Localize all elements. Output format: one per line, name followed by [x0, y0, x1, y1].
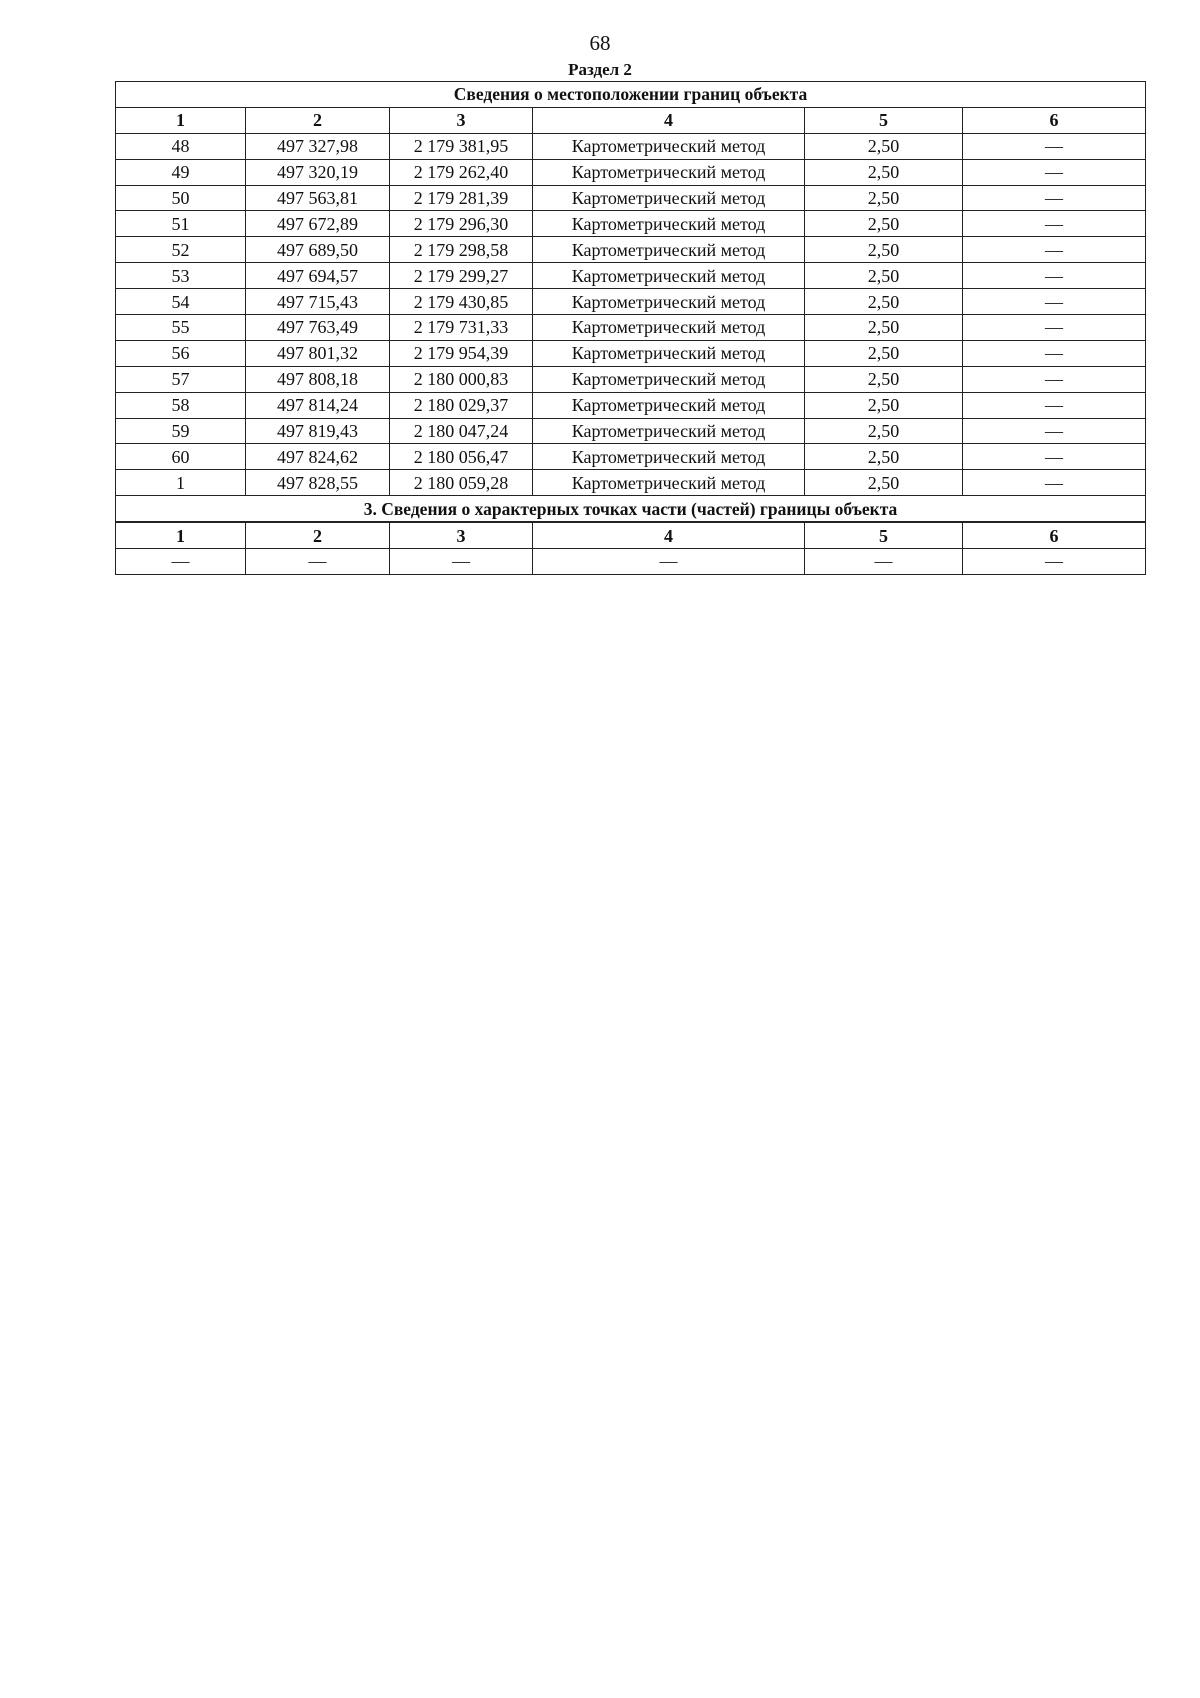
table-cell: 497 808,18: [246, 366, 390, 392]
table-row: [116, 263, 1146, 289]
table-cell: 48: [116, 133, 246, 159]
table-cell: 2 179 430,85: [390, 289, 533, 315]
table-cell: 497 814,24: [246, 392, 390, 418]
table-row: [116, 315, 1146, 341]
column-header: 3: [390, 107, 533, 133]
table-cell: 2 179 954,39: [390, 340, 533, 366]
table-cell: 2,50: [805, 315, 963, 341]
table-row: [116, 185, 1146, 211]
table-row: [116, 418, 1146, 444]
table-cell: —: [963, 263, 1146, 289]
column-header: 2: [246, 522, 390, 548]
column-header: 5: [805, 107, 963, 133]
table-banner-location: Сведения о местоположении границ объекта: [116, 82, 1146, 108]
table-cell: Картометрический метод: [533, 392, 805, 418]
table-cell: 2,50: [805, 340, 963, 366]
table-row: [116, 159, 1146, 185]
table-cell: Картометрический метод: [533, 470, 805, 496]
table-cell: 497 320,19: [246, 159, 390, 185]
table-cell: 2,50: [805, 366, 963, 392]
table-cell: 2,50: [805, 185, 963, 211]
table-cell: —: [805, 549, 963, 575]
table-cell: Картометрический метод: [533, 159, 805, 185]
table-cell: 52: [116, 237, 246, 263]
table-cell: —: [963, 133, 1146, 159]
table-cell: 497 694,57: [246, 263, 390, 289]
table-cell: 56: [116, 340, 246, 366]
table-cell: 497 672,89: [246, 211, 390, 237]
table-cell: 49: [116, 159, 246, 185]
column-header-row: [116, 522, 1146, 548]
column-header: 5: [805, 522, 963, 548]
table-cell: 497 763,49: [246, 315, 390, 341]
table-cell: 60: [116, 444, 246, 470]
table-cell: Картометрический метод: [533, 444, 805, 470]
table-cell: 2 179 262,40: [390, 159, 533, 185]
table-cell: 2 180 000,83: [390, 366, 533, 392]
table-cell: Картометрический метод: [533, 340, 805, 366]
table-cell: 497 824,62: [246, 444, 390, 470]
table-cell: 55: [116, 315, 246, 341]
table-cell: 497 327,98: [246, 133, 390, 159]
column-header: 6: [963, 107, 1146, 133]
table-cell: 54: [116, 289, 246, 315]
table-cell: 2,50: [805, 392, 963, 418]
column-header: 6: [963, 522, 1146, 548]
column-header: 4: [533, 107, 805, 133]
table-cell: —: [963, 340, 1146, 366]
column-header: 2: [246, 107, 390, 133]
table-row: [116, 470, 1146, 496]
table-cell: —: [963, 289, 1146, 315]
table-cell: —: [533, 549, 805, 575]
column-header: 3: [390, 522, 533, 548]
table-cell: 2 179 381,95: [390, 133, 533, 159]
table-cell: Картометрический метод: [533, 133, 805, 159]
table-cell: —: [116, 549, 246, 575]
table-cell: Картометрический метод: [533, 185, 805, 211]
table-cell: 2 179 298,58: [390, 237, 533, 263]
table-cell: 2,50: [805, 211, 963, 237]
column-header: 1: [116, 522, 246, 548]
table-banner-part-points: 3. Сведения о характерных точках части (частей) границы объекта: [116, 496, 1146, 522]
table-cell: Картометрический метод: [533, 289, 805, 315]
table-cell: 50: [116, 185, 246, 211]
table-cell: 2,50: [805, 470, 963, 496]
section-title: Раздел 2: [568, 60, 632, 79]
table-cell: 51: [116, 211, 246, 237]
table-cell: Картометрический метод: [533, 263, 805, 289]
table-cell: —: [963, 392, 1146, 418]
table-row: [116, 366, 1146, 392]
table-cell: 53: [116, 263, 246, 289]
column-header: 1: [116, 107, 246, 133]
table-cell: 2 180 047,24: [390, 418, 533, 444]
table-cell: 59: [116, 418, 246, 444]
table-cell: 2 180 056,47: [390, 444, 533, 470]
table-cell: —: [963, 237, 1146, 263]
table-cell: —: [963, 470, 1146, 496]
table-cell: 497 828,55: [246, 470, 390, 496]
table-cell: 2 179 299,27: [390, 263, 533, 289]
column-header: 4: [533, 522, 805, 548]
table-banner-row: [116, 82, 1146, 108]
table-cell: Картометрический метод: [533, 237, 805, 263]
table-row: [116, 549, 1146, 575]
table-row: [116, 133, 1146, 159]
table-cell: Картометрический метод: [533, 366, 805, 392]
table-cell: —: [963, 366, 1146, 392]
table-row: [116, 340, 1146, 366]
table-cell: —: [246, 549, 390, 575]
table-cell: 2 180 059,28: [390, 470, 533, 496]
table-cell: 2 180 029,37: [390, 392, 533, 418]
table-cell: 2 179 731,33: [390, 315, 533, 341]
table-row: [116, 392, 1146, 418]
table-row: [116, 444, 1146, 470]
table-cell: 497 715,43: [246, 289, 390, 315]
table-cell: 2,50: [805, 289, 963, 315]
table-cell: 497 563,81: [246, 185, 390, 211]
table-cell: —: [963, 185, 1146, 211]
table-banner-row: [116, 496, 1146, 522]
table-cell: 2,50: [805, 263, 963, 289]
table-cell: 2,50: [805, 159, 963, 185]
table-row: [116, 211, 1146, 237]
table-cell: 2,50: [805, 444, 963, 470]
table-cell: —: [963, 315, 1146, 341]
table-cell: 497 819,43: [246, 418, 390, 444]
table-cell: Картометрический метод: [533, 418, 805, 444]
table-cell: 2 179 281,39: [390, 185, 533, 211]
table-cell: —: [963, 159, 1146, 185]
table-cell: 57: [116, 366, 246, 392]
table-cell: Картометрический метод: [533, 211, 805, 237]
table-cell: 2,50: [805, 237, 963, 263]
table-cell: 497 801,32: [246, 340, 390, 366]
table-cell: 2,50: [805, 133, 963, 159]
table-cell: —: [963, 418, 1146, 444]
table-cell: 497 689,50: [246, 237, 390, 263]
table-cell: —: [963, 211, 1146, 237]
table-cell: 2 179 296,30: [390, 211, 533, 237]
table-row: [116, 237, 1146, 263]
table-cell: 1: [116, 470, 246, 496]
table-cell: 58: [116, 392, 246, 418]
table-cell: 2,50: [805, 418, 963, 444]
table-cell: —: [963, 549, 1146, 575]
table-cell: —: [390, 549, 533, 575]
table-row: [116, 289, 1146, 315]
table-cell: —: [963, 444, 1146, 470]
table-cell: Картометрический метод: [533, 315, 805, 341]
page-number: 68: [589, 31, 611, 55]
column-header-row: [116, 107, 1146, 133]
boundary-coordinates-table: [115, 81, 1146, 575]
